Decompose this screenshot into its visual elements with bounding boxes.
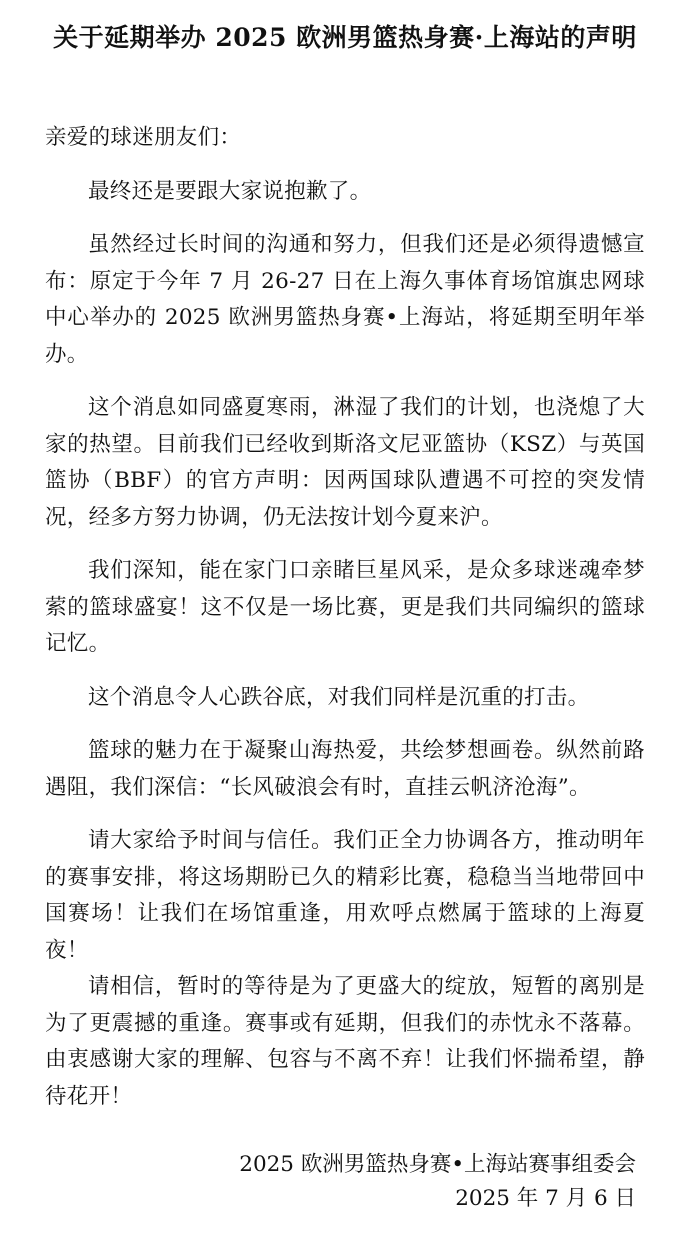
paragraph-fans: 我们深知，能在家门口亲睹巨星风采，是众多球迷魂牵梦萦的篮球盛宴！这不仅是一场比赛，更是我们共同编织的篮球记忆。	[45, 558, 645, 656]
salutation: 亲爱的球迷朋友们：	[45, 125, 242, 150]
paragraph-impact: 这个消息令人心跌谷底，对我们同样是沉重的打击。	[88, 684, 590, 710]
paragraph-belief: 篮球的魅力在于凝聚山海热爱，共绘梦想画卷。纵然前路遇阻，我们深信：“长风破浪会有时，直挂云帆济沧海”。	[45, 738, 645, 800]
paragraph-closing: 请相信，暂时的等待是为了更盛大的绽放，短暂的离别是为了更震撼的重逢。赛事或有延期，但我们的赤忱永不落幕。由衷感谢大家的理解、包容与不离不弃！让我们怀揣希望，静待花开！	[45, 974, 645, 1109]
paragraph-trust: 请大家给予时间与信任。我们正全力协调各方，推动明年的赛事安排，将这场期盼已久的精彩比赛，稳稳当当地带回中国赛场！让我们在场馆重逢，用欢呼点燃属于篮球的上海夏夜！	[45, 828, 645, 963]
document-title: 关于延期举办 2025 欧洲男篮热身赛·上海站的声明	[53, 23, 637, 52]
paragraph-apology: 最终还是要跟大家说抱歉了。	[88, 178, 372, 204]
signature-block	[239, 1148, 636, 1216]
document-body	[45, 120, 645, 1132]
paragraph-postponement: 虽然经过长时间的沟通和努力，但我们还是必须得遗憾宣布：原定于今年 7 月 26-27 日在上海久事体育场馆旗忠网球中心举办的 2025 欧洲男篮热身赛•上海站，将延期至明年举办。	[45, 232, 645, 367]
paragraph-reason: 这个消息如同盛夏寒雨，淋湿了我们的计划，也浇熄了大家的热望。目前我们已经收到斯洛文尼亚篮协（KSZ）与英国篮协（BBF）的官方声明：因两国球队遭遇不可控的突发情况，经多方努力协调，仍无法按计划今夏来沪。	[45, 395, 645, 530]
organizer-name: 2025 欧洲男篮热身赛•上海站赛事组委会	[239, 1152, 636, 1177]
statement-date: 2025 年 7 月 6 日	[455, 1186, 636, 1211]
